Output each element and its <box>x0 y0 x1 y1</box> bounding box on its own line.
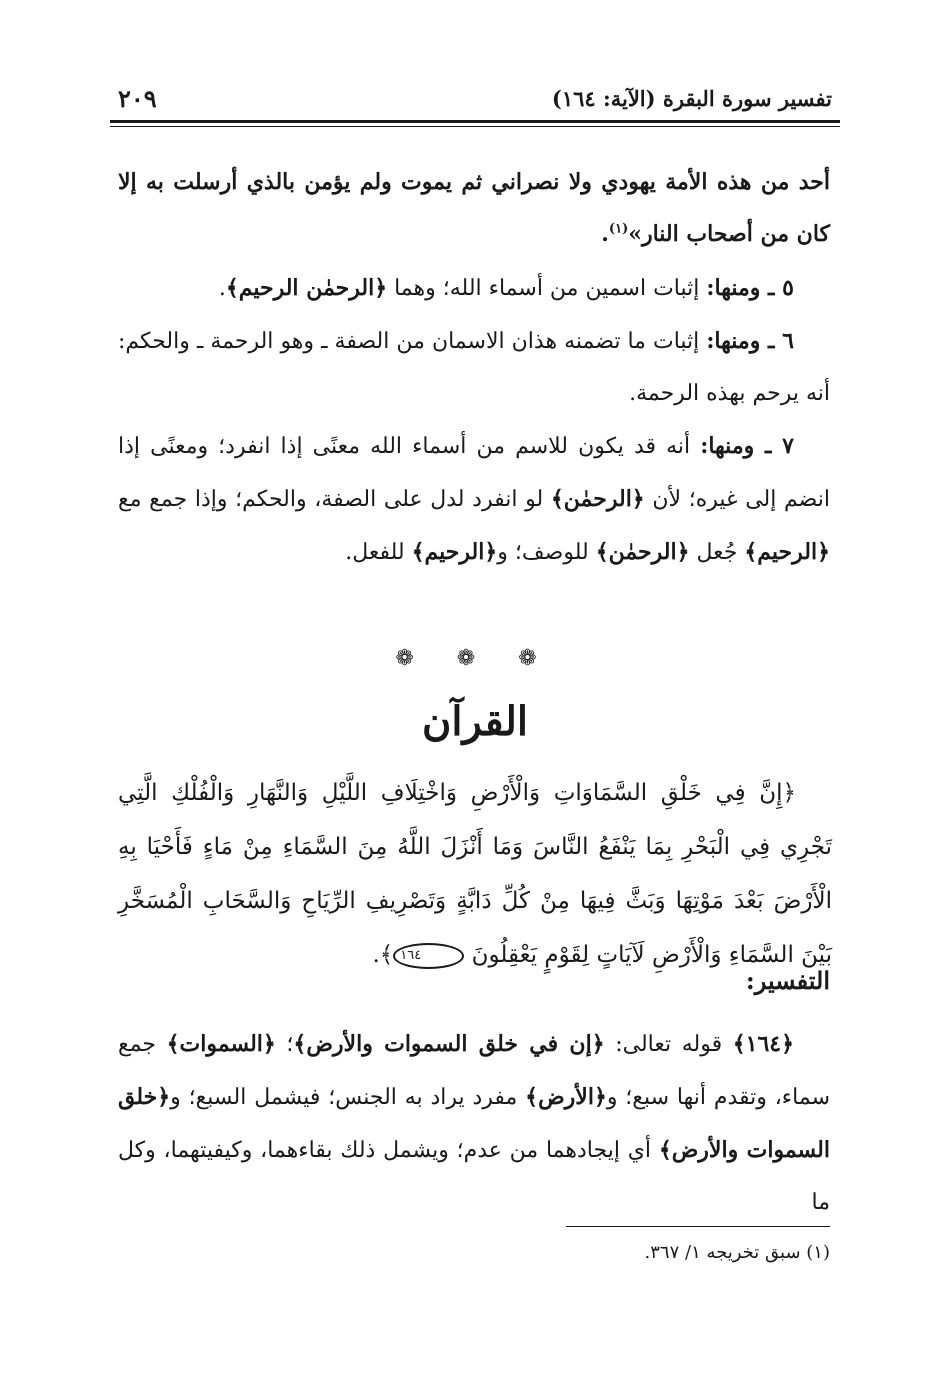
page-number: ٢٠٩ <box>118 84 157 113</box>
footnote-rule <box>566 1226 830 1227</box>
opening-end: . <box>601 221 609 247</box>
opening-text: أحد من هذه الأمة يهودي ولا نصراني ثم يموت ولم يؤمن بالذي أرسلت به إلا كان من أصحاب النار» <box>118 169 830 247</box>
section-title: القرآن <box>421 698 529 745</box>
tafsir-bold: ﴿إن في خلق السموات والأرض﴾ <box>293 1031 605 1057</box>
point-bold: ﴿الرحمٰن﴾ <box>550 486 645 512</box>
point-6 <box>118 315 830 420</box>
tafsir-text: أي إيجادهما من عدم؛ ويشمل ذلك بقاءهما، وكيفيتهما، وكل ما <box>118 1138 830 1215</box>
point-bold: ﴿الرحمٰن﴾ <box>595 539 690 565</box>
footnote-ref: (١) <box>608 221 629 237</box>
quran-verse <box>118 766 832 982</box>
tafsir-bold: ﴿خلق السموات والأرض﴾ <box>118 1084 830 1163</box>
point-7 <box>118 420 830 579</box>
running-head <box>118 82 832 122</box>
opening-paragraph <box>118 156 830 260</box>
point-text: إثبات اسمين من أسماء الله؛ وهما <box>387 276 707 301</box>
verse-text: ﴿إِنَّ فِي خَلْقِ السَّمَاوَاتِ وَالْأَرْضِ وَاخْتِلَافِ اللَّيْلِ وَالنَّهَارِ وَالْفُلْكِ الَّتِي تَجْرِي فِي الْبَحْرِ بِمَا يَنْفَعُ النَّاسَ وَمَا أَنْزَلَ اللَّهُ مِنَ السَّمَاءِ مِنْ مَاءٍ فَأَحْيَا بِهِ الْأَرْضَ بَعْدَ مَوْتِهَا وَبَثَّ فِيهَا مِنْ كُلِّ دَابَّةٍ وَتَصْرِيفِ الرِّيَاحِ وَالسَّحَابِ الْمُسَخَّرِ بَيْنَ السَّمَاءِ وَالْأَرْضِ لَآيَاتٍ لِقَوْمٍ يَعْقِلُونَ <box>118 780 832 968</box>
footnote <box>645 1242 830 1263</box>
point-bold: ﴿الرحيم﴾ <box>411 539 498 565</box>
footnote-marker: (١) <box>806 1242 830 1263</box>
ayah-number-marker: ١٦٤ <box>393 943 464 969</box>
header-rule-thin <box>110 126 840 127</box>
point-bold: ﴿الرحيم﴾ <box>744 539 830 565</box>
tafsir-bold: ﴿الأرض﴾ <box>525 1084 607 1110</box>
point-text: لو انفرد لدل على الصفة، والحكم؛ وإذا جمع مع <box>118 487 551 512</box>
point-5 <box>118 262 830 315</box>
point-lead: ٥ ـ ومنها: <box>706 275 794 301</box>
points-list <box>118 262 830 579</box>
tafsir-paragraph <box>118 1018 830 1229</box>
tafsir-text: جمع سماء، وتقدم أنها سبع؛ و <box>118 1032 831 1110</box>
point-text: للفعل. <box>345 540 412 565</box>
point-text: إثبات ما تضمنه هذان الاسمان من الصفة ـ وهو الرحمة ـ والحكم: أنه يرحم بهذه الرحمة. <box>118 329 830 406</box>
footnote-text: سبق تخريجه ١/ ٣٦٧. <box>644 1242 807 1263</box>
point-text: للوصف؛ و <box>497 540 596 565</box>
tafsir-text: مفرد يراد به الجنس؛ فيشمل السبع؛ و <box>170 1085 526 1110</box>
tafsir-text: قوله تعالى: <box>604 1032 733 1057</box>
section-separator: ❁ ❁ ❁ <box>395 646 555 671</box>
point-text: جُعل <box>689 540 745 565</box>
header-rule-thick <box>110 120 840 123</box>
point-lead: ٧ ـ ومنها: <box>700 433 794 459</box>
tafsir-text: ؛ <box>275 1032 294 1057</box>
point-lead: ٦ ـ ومنها: <box>706 328 794 354</box>
point-text: أنه قد يكون للاسم من أسماء الله معنًى إذا انفرد؛ ومعنًى إذا انضم إلى غيره؛ لأن <box>118 434 830 512</box>
tafsir-heading: التفسير: <box>745 966 830 995</box>
verse-end: ﴾. <box>372 942 394 968</box>
tafsir-bold: ﴿السموات﴾ <box>166 1031 276 1057</box>
point-text-end: . <box>218 276 226 301</box>
point-bold: ﴿الرحمٰن الرحيم﴾ <box>225 275 388 301</box>
tafsir-bold: ﴿١٦٤﴾ <box>732 1031 794 1057</box>
running-title: تفسير سورة البقرة (الآية: ١٦٤) <box>551 86 832 111</box>
